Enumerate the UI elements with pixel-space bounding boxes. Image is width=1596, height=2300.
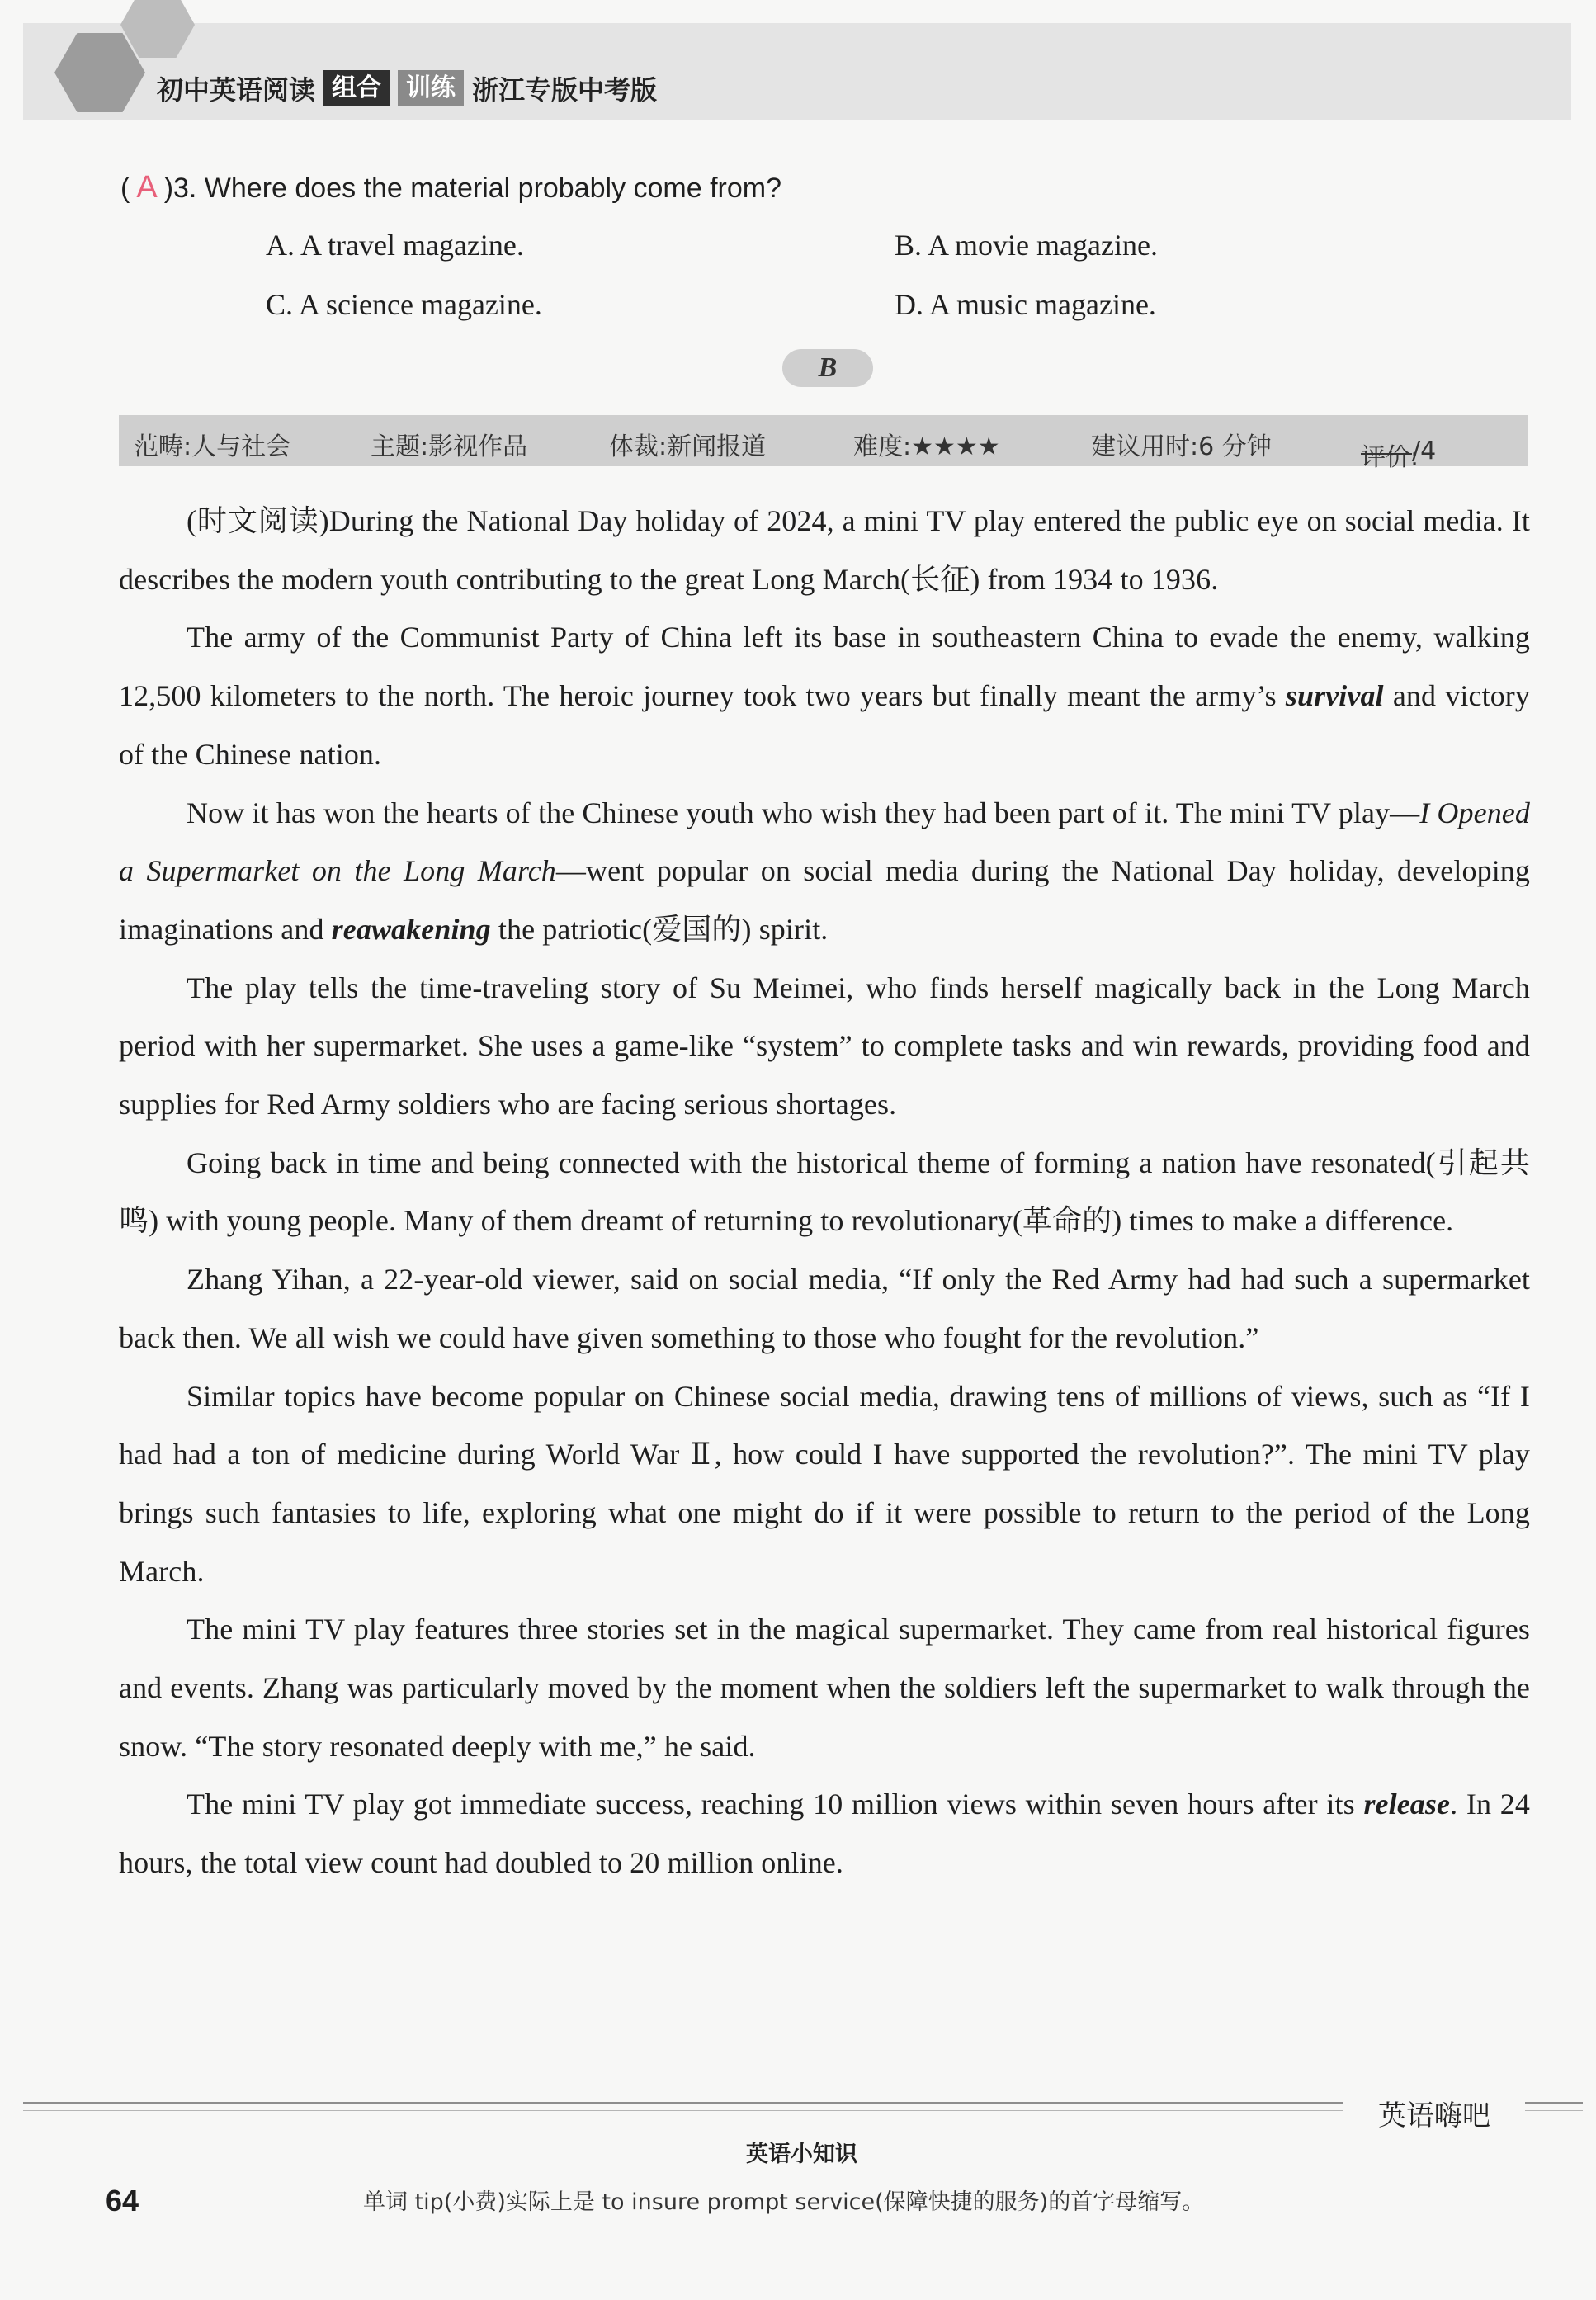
paragraph-6 [119,1250,1530,1367]
paragraph-3-text: Now it has won the hearts of the Chinese youth who wish they had been part of it. The mini TV play— [187,796,1420,829]
paragraph-5-text: Going back in time and being connected with the historical theme of forming a nation have resonated(引起共鸣) with young people. Many of them dreamt of returning to revolutionary(革命的) times to make a difference. [119,1145,1530,1238]
book-title-tag-dark: 组合 [323,70,390,106]
paragraph-4 [119,959,1530,1134]
paragraph-1-text: (时文阅读)During the National Day holiday of 2024, a mini TV play entered the public eye on social media. It describes the modern youth contributing to the great Long March(长征) from 1934 to 1936. [119,504,1530,596]
keyword-reawakening: reawakening [331,912,491,946]
paragraph-9 [119,1775,1530,1891]
passage-info-bar [119,415,1528,472]
play-title: I Opened a Supermarket on the Long March [119,796,1530,888]
tip-text: 单词 tip(小费)实际上是 to insure prompt service(保障快捷的服务)的首字母缩写。 [363,2189,1205,2215]
info-score-total: /4 [1412,437,1437,465]
info-score [1361,426,1437,472]
book-title [157,69,657,107]
paragraph-7 [119,1367,1530,1601]
info-score-label: 评价: [1361,443,1419,472]
info-genre: 体裁:新闻报道 [609,432,767,461]
paragraph-9-text: The mini TV play got immediate success, reaching 10 million views within seven hours after its [187,1788,1364,1821]
book-title-tag-gray: 训练 [398,70,464,106]
keyword-release: release [1363,1788,1451,1821]
paragraph-1 [119,492,1530,608]
paragraph-7-text: Similar topics have become popular on Chinese social media, drawing tens of millions of views, such as “If I had had a ton of medicine during World War Ⅱ, how could I have supported the revolution?”. The mini TV play brings such fantasies to life, exploring what one might do if it were possible to return to the period of the Long March. [119,1379,1530,1588]
option-d: D. A music magazine. [895,288,1156,321]
paragraph-8-text: The mini TV play features three stories set in the magical supermarket. They came from real historical figures and events. Zhang was particularly moved by the moment when the soldiers left the supermarket to walk through the snow. “The story resonated deeply with me,” he said. [119,1613,1530,1763]
paragraph-8 [119,1600,1530,1775]
paragraph-2-text: The army of the Communist Party of China left its base in southeastern China to evade the enemy, walking 12,500 kilometers to the north. The heroic journey took two years but finally meant the army’s [119,621,1530,713]
paragraph-3 [119,784,1530,959]
option-a: A. A travel magazine. [266,229,524,262]
section-badge: B [782,349,873,387]
option-c: C. A science magazine. [266,288,542,321]
page-header [23,23,1571,120]
paragraph-2 [119,608,1530,783]
footer-rule [23,2110,1343,2111]
question-stem: )3. Where does the material probably come from? [163,172,782,204]
question-3 [120,170,781,205]
paragraph-2-text-end: and victory of the Chinese nation. [119,679,1530,771]
page-number: 64 [106,2184,139,2217]
paragraph-5 [119,1134,1530,1250]
paragraph-6-text: Zhang Yihan, a 22-year-old viewer, said on social media, “If only the Red Army had had such a supermarket back then. We all wish we could have given something to those who fought for the revolution.” [119,1263,1530,1354]
header-hexagon-decoration [54,33,145,112]
footer-rule [1525,2102,1583,2104]
paragraph-3-text-end: the patriotic(爱国的) spirit. [490,912,829,946]
answer-bracket-open: ( [120,172,130,204]
filled-answer: A [136,170,158,205]
paragraph-9-text-end: . In 24 hours, the total view count had doubled to 20 million online. [119,1788,1530,1880]
article-body [119,492,1530,1892]
tip-title: 英语小知识 [746,2142,857,2167]
info-theme: 主题:影视作品 [371,432,528,461]
paragraph-4-text: The play tells the time-traveling story of Su Meimei, who finds herself magically back in the Long March period with her supermarket. She uses a game-like “system” to complete tasks and win rewards, providing food and supplies for Red Army soldiers who are facing serious shortages. [119,971,1530,1122]
keyword-survival: survival [1285,679,1384,713]
footer-rule [23,2102,1343,2104]
info-time: 建议用时:6 分钟 [1091,432,1272,461]
book-title-suffix: 浙江专版中考版 [472,74,658,106]
info-difficulty: 难度:★★★★ [853,432,1000,461]
book-title-prefix: 初中英语阅读 [157,74,316,106]
footer-brand: 英语嗨吧 [1378,2099,1490,2132]
footer-rule [1525,2110,1583,2111]
paragraph-3-text-mid: —went popular on social media during the National Day holiday, developing imaginations and [119,854,1530,946]
option-b: B. A movie magazine. [895,229,1158,262]
info-category: 范畴:人与社会 [134,432,291,461]
